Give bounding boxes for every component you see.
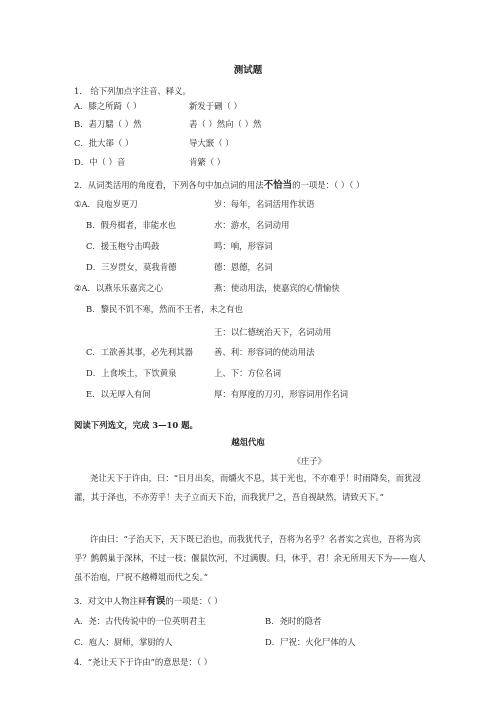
q4-stem: 4．“尧让天下于许由”的意思是：（ ） (74, 657, 212, 667)
q3-stem-end: 的一项是：（ ） (165, 596, 223, 606)
q2-stem-end: 的一项是：（ ）（ ） (292, 180, 365, 190)
q2-g2-c: C．工欲善其事，必先利其器 (86, 347, 193, 357)
q2-g2-e: E．以无厚入有间 (86, 389, 151, 399)
passage-title: 越俎代庖 (231, 437, 265, 447)
passage-author: 《庄子》 (292, 456, 326, 466)
passage-paragraph-2: 许由曰：“子治天下，天下既已治也，而我犹代子，吾将为名乎？名者实之宾也，吾将为宾乎？鹪鹩巢于深林，不过一枝；偃鼠饮河，不过满腹。归，休乎，君！余无所用天下为——庖人虽不治庖，尸祝不越樽俎而代之矣。” (74, 534, 426, 582)
q2-g1-a-note: 岁：每年，名词活用作状语 (214, 199, 315, 209)
q2-g1-d-note: 德：恩德，名词 (214, 262, 273, 272)
q2-g2-e-note: 厚：有厚度的刀刃，形容词用作名词 (214, 389, 348, 399)
q2-stem (74, 181, 364, 191)
q2-g2-c-note: 善、利：形容词的使动用法 (214, 347, 315, 357)
passage-paragraph-1: 尧让天下于许由，曰：“日月出矣，而爝火不息，其于光也，不亦难乎！时雨降矣，而犹浸灌，其于泽也，不亦劳乎！夫子立而天下治，而我犹尸之，吾自视缺然，请致天下。” (74, 473, 421, 502)
q2-g1-c-note: 鸣：响，形容词 (214, 241, 273, 251)
q1-stem: 1． 给下列加点字注音、释义。 (74, 86, 191, 96)
q3-option-d: D．尸祝：火化尸体的人 (265, 637, 356, 647)
q2-g2-a: ②A．以燕乐乐嘉宾之心 (74, 283, 163, 293)
q1-option-a: A．膝之所踦（ ） (74, 101, 142, 111)
q2-g2-d: D．上食埃土，下饮黄泉 (86, 368, 177, 378)
q1-option-a-2: 新发于硎（ ） (189, 101, 242, 111)
q2-g1-c: C．援玉枹兮击鸣鼓 (86, 241, 160, 251)
q3-stem (74, 597, 222, 607)
q2-g1-a: ①A．良庖岁更刀 (74, 199, 138, 209)
q1-option-d: D．中（ ）音 (74, 157, 126, 167)
q3-stem-emphasis: 有误 (146, 596, 166, 607)
q1-option-c-2: 导大窾（ ） (189, 138, 234, 148)
q2-g2-d-note: 上、下：方位名词 (214, 368, 281, 378)
q3-option-b: B．尧时的隐者 (265, 616, 322, 626)
q1-option-c: C．批大郤（ ） (74, 138, 134, 148)
q2-g1-b: B．假舟楫者，非能水也 (86, 220, 176, 230)
q3-option-c: C．庖人：厨师，掌厨的人 (74, 637, 173, 647)
page-title: 测试题 (233, 65, 263, 76)
q2-g2-b: B．黎民不饥不寒，然而不王者，未之有也 (86, 304, 243, 314)
q3-stem-start: 3．对文中人物注释 (74, 596, 147, 606)
q2-g2-b-note: 王：以仁德统治天下，名词动用 (214, 327, 332, 337)
q2-stem-start: 2．从词类活用的角度看，下列各句中加点词的用法 (74, 180, 264, 190)
q2-g1-b-note: 水：游水，名词动用 (214, 220, 290, 230)
q1-option-d-2: 肯綮（ ） (189, 157, 226, 167)
q1-option-b-2: 砉（ ）然向（ ）然 (189, 119, 262, 129)
reading-intro: 阅读下列选文，完成 3—10 题。 (74, 420, 198, 430)
q3-option-a: A．尧：古代传说中的一位英明君主 (74, 616, 206, 626)
q2-g1-d: D．三岁贯女，莫我肯德 (86, 262, 177, 272)
q1-option-b: B．砉刀騞（ ）然 (74, 119, 142, 129)
q2-stem-emphasis: 不恰当 (263, 180, 293, 191)
q2-g2-a-note: 燕：使动用法，使嘉宾的心情愉快 (214, 283, 340, 293)
